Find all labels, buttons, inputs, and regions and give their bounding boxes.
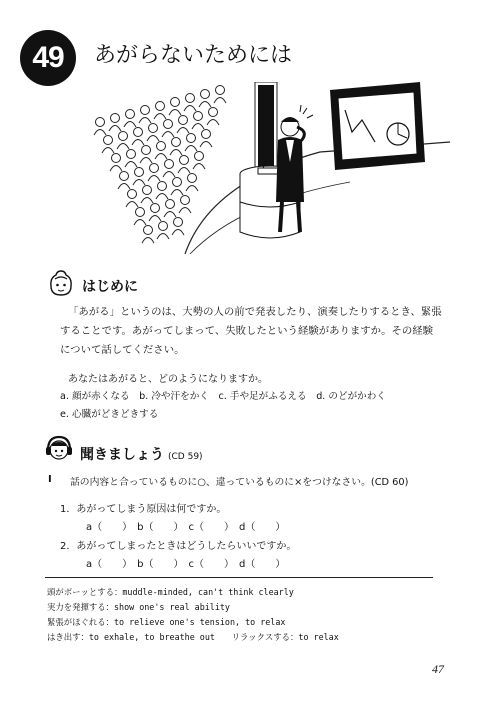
audience-head bbox=[209, 108, 218, 117]
intro-options-line2: e. 心臓がどきどきする bbox=[60, 409, 159, 420]
audience-body bbox=[157, 234, 169, 240]
audience-head bbox=[156, 102, 165, 111]
audience-body bbox=[147, 136, 159, 142]
audience-body bbox=[178, 168, 190, 174]
audience-head bbox=[174, 218, 183, 227]
audience-head bbox=[202, 130, 211, 139]
audience-body bbox=[154, 114, 166, 120]
audience-body bbox=[172, 230, 184, 236]
audience-head bbox=[134, 128, 143, 137]
intro-paragraph-line: することです。あがってしまって、失敗したという経験がありますか。その経験 bbox=[60, 325, 434, 337]
audience-head bbox=[151, 204, 160, 213]
audience-body bbox=[170, 150, 182, 156]
audience-body bbox=[186, 186, 198, 192]
audience-body bbox=[125, 162, 137, 168]
intro-heading: はじめに bbox=[82, 279, 138, 295]
audience-body bbox=[163, 172, 175, 178]
audience-body bbox=[155, 154, 167, 160]
question-1-answers: a（ ） b（ ） c（ ） d（ ） bbox=[86, 522, 286, 533]
audience-head bbox=[165, 160, 174, 169]
audience-body bbox=[193, 164, 205, 170]
audience-body bbox=[192, 124, 204, 130]
audience-head bbox=[144, 226, 153, 235]
audience-head bbox=[111, 114, 120, 123]
audience-body bbox=[149, 216, 161, 222]
listening-heading-wrap bbox=[80, 444, 203, 464]
audience-body bbox=[156, 194, 168, 200]
audience-body bbox=[141, 198, 153, 204]
face-icon bbox=[46, 268, 76, 298]
audience-head bbox=[186, 94, 195, 103]
audience-body bbox=[126, 202, 138, 208]
cd-track-label: (CD 59) bbox=[168, 452, 203, 462]
audience-head bbox=[142, 146, 151, 155]
audience-head bbox=[216, 86, 225, 95]
illustration-nervous-presenter bbox=[90, 82, 450, 254]
question-1: 1．あがってしまう原因は何ですか。 bbox=[60, 504, 227, 515]
vocabulary-divider bbox=[45, 577, 433, 578]
audience-body bbox=[179, 208, 191, 214]
audience-body bbox=[171, 190, 183, 196]
audience-head bbox=[173, 178, 182, 187]
audience-body bbox=[132, 140, 144, 146]
audience-body bbox=[177, 128, 189, 134]
audience-illustration bbox=[94, 86, 226, 244]
lesson-number-badge: 49 bbox=[20, 30, 76, 86]
audience-body bbox=[207, 120, 219, 126]
audience-body bbox=[133, 180, 145, 186]
instruction-number: I bbox=[48, 474, 52, 485]
audience-body bbox=[109, 126, 121, 132]
audience-head bbox=[164, 120, 173, 129]
audience-body bbox=[102, 148, 114, 154]
audience-body bbox=[140, 158, 152, 164]
audience-head bbox=[96, 118, 105, 127]
audience-body bbox=[117, 144, 129, 150]
vocab-item: はき出す：to exhale, to breathe out リラックスする：to relax bbox=[47, 632, 339, 642]
audience-head bbox=[180, 156, 189, 165]
audience-head bbox=[119, 132, 128, 141]
audience-head bbox=[172, 138, 181, 147]
audience-body bbox=[148, 176, 160, 182]
question-2: 2．あがってしまったときはどうしたらいいですか。 bbox=[60, 541, 297, 552]
audience-body bbox=[134, 220, 146, 226]
audience-head bbox=[126, 110, 135, 119]
audience-body bbox=[110, 166, 122, 172]
intro-paragraph bbox=[60, 303, 442, 360]
audience-head bbox=[141, 106, 150, 115]
audience-head bbox=[201, 90, 210, 99]
intro-options-line1: a. 顔が赤くなる b. 冷や汗をかく c. 手や足がふるえる d. のどがかわく bbox=[60, 391, 386, 402]
audience-head bbox=[120, 172, 129, 181]
audience-body bbox=[164, 212, 176, 218]
audience-head bbox=[150, 164, 159, 173]
vocab-item: 実力を発揮する：show one's real ability bbox=[47, 602, 230, 612]
audience-head bbox=[194, 112, 203, 121]
audience-head bbox=[143, 186, 152, 195]
audience-body bbox=[162, 132, 174, 138]
audience-head bbox=[159, 222, 168, 231]
audience-body bbox=[94, 130, 106, 136]
audience-body bbox=[169, 110, 181, 116]
audience-body bbox=[184, 106, 196, 112]
audience-head bbox=[128, 190, 137, 199]
audience-head bbox=[158, 182, 167, 191]
audience-body bbox=[142, 238, 154, 244]
intro-question: あなたはあがると、どのようになりますか。 bbox=[68, 374, 268, 385]
audience-head bbox=[136, 208, 145, 217]
audience-head bbox=[188, 174, 197, 183]
audience-body bbox=[200, 142, 212, 148]
listening-heading: 聞きましょう bbox=[80, 447, 164, 463]
audience-head bbox=[195, 152, 204, 161]
audience-head bbox=[127, 150, 136, 159]
audience-head bbox=[179, 116, 188, 125]
audience-head bbox=[149, 124, 158, 133]
question-2-answers: a（ ） b（ ） c（ ） d（ ） bbox=[86, 559, 286, 570]
audience-head bbox=[187, 134, 196, 143]
audience-body bbox=[139, 118, 151, 124]
audience-head bbox=[171, 98, 180, 107]
instruction-text: 話の内容と合っているものに○、違っているものに×をつけなさい。(CD 60) bbox=[70, 477, 409, 488]
audience-head bbox=[104, 136, 113, 145]
audience-head bbox=[181, 196, 190, 205]
presentation-screen bbox=[330, 82, 425, 170]
intro-paragraph-line: 「あがる」というのは、大勢の人の前で発表したり、演奏したりするとき、緊張 bbox=[68, 306, 442, 318]
audience-head bbox=[166, 200, 175, 209]
audience-body bbox=[185, 146, 197, 152]
vocab-item: 頭がボーッとする：muddle-minded, can't think clearly bbox=[47, 587, 294, 597]
audience-body bbox=[124, 122, 136, 128]
page-number: 47 bbox=[432, 662, 444, 676]
audience-body bbox=[118, 184, 130, 190]
audience-head bbox=[157, 142, 166, 151]
audience-body bbox=[214, 98, 226, 104]
vocab-item: 緊張がほぐれる：to relieve one's tension, to relax bbox=[47, 617, 286, 627]
intro-paragraph-line: について話してください。 bbox=[60, 344, 185, 356]
audience-head bbox=[112, 154, 121, 163]
audience-body bbox=[199, 102, 211, 108]
headphones-face-icon bbox=[44, 434, 74, 464]
lesson-title: あがらないためには bbox=[94, 43, 293, 68]
audience-head bbox=[135, 168, 144, 177]
